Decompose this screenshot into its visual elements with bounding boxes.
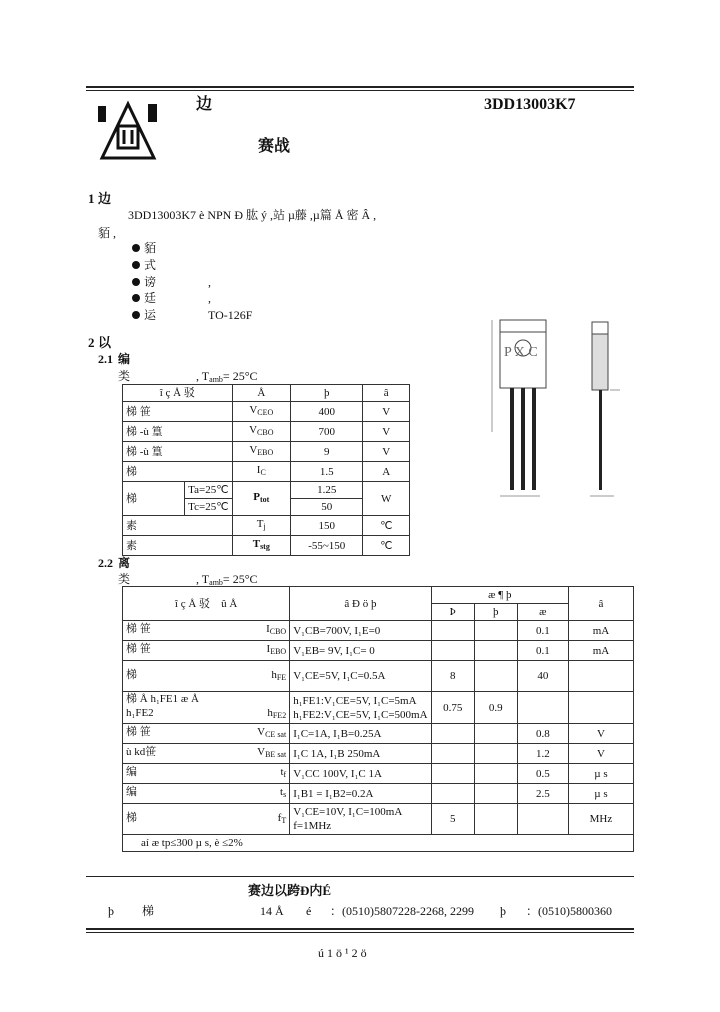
table-row [123,784,634,804]
t1-temp-sym: $T_j$ [232,516,290,536]
t2-header-unit: â [568,587,633,621]
t1-unit: V [363,442,410,462]
t2-min [431,764,474,784]
t2-max [517,804,568,835]
table-row [123,422,410,442]
footer-rule-thin [86,932,634,933]
t2-max: 2.5 [517,784,568,804]
section21-cond-prefix: 类 [118,369,131,383]
bullet-5 [132,311,140,319]
t2-typ [474,784,517,804]
footer-address: 梯 [142,904,155,918]
table2-header-row [123,587,634,604]
t2-max: 0.5 [517,764,568,784]
section21-number: 2.1 [98,352,113,366]
t1-sym: $I_C$ [232,462,290,482]
t1-temp-val: -55~150 [291,536,363,556]
t2-header-param: î ç Å 驳 û Å [123,587,290,621]
t1-val: 9 [291,442,363,462]
footer-tel: ：(0510)5807228-2268, 2299 [330,904,474,918]
table1-header-row [123,385,410,402]
t2-unit [568,661,633,692]
t1-ptot-val2: 50 [291,499,363,516]
t1-sym: $V_{CBO}$ [232,422,290,442]
table-row [123,764,634,784]
t2-cond: V₁CE=10V, I₁C=100mA f=1MHz [290,804,432,835]
t2-min: 8 [431,661,474,692]
t2-max: 0.1 [517,641,568,661]
part-number-title: 3DD13003K7 [484,96,576,113]
t1-sym: $V_{CEO}$ [232,402,290,422]
section2-number: 2 [88,335,95,350]
t2-header-cond: â Ð ö þ [290,587,432,621]
t2-typ [474,804,517,835]
t2-footnote: aí æ tp≤300 µ s, è ≤2% [123,835,634,852]
t1-ptot-cond2: Tc=25℃ [185,499,232,516]
t2-param: 梯 笹 $I_{CBO}$ [123,621,290,641]
table-row [123,516,410,536]
footer-block: 14 Å [260,904,284,918]
footer-tel-label: é [306,904,312,918]
t1-ptot-name: 梯 [123,482,185,516]
t1-name: 梯 笹 [123,402,233,422]
t2-unit: mA [568,641,633,661]
t1-val: 1.5 [291,462,363,482]
feature-3-label: 谤 [144,275,157,289]
footer-fax: ：(0510)5800360 [526,904,612,918]
t2-cond: I₁B1 = I₁B2=0.2A [290,784,432,804]
t2-min: 0.75 [431,692,474,724]
table-row [123,482,410,499]
t2-param: 编 $t_s$ [123,784,290,804]
t2-header-spec: æ ¶ þ [431,587,568,604]
footer-address-label: þ [108,904,114,918]
table-row [123,462,410,482]
company-logo [98,100,158,162]
t2-header-min: Þ [431,604,474,621]
t2-cond: V₁CB=700V, I₁E=0 [290,621,432,641]
t2-unit: µ s [568,784,633,804]
feature-4-value: , [208,291,211,305]
package-drawing [478,312,628,508]
feature-1-label: 貊 [144,241,157,255]
t2-min: 5 [431,804,474,835]
table-row [123,536,410,556]
table-row [123,804,634,835]
t2-unit: mA [568,621,633,641]
t2-unit: V [568,724,633,744]
t2-cond: I₁C=1A, I₁B=0.25A [290,724,432,744]
document-subtitle: 赛战 [258,138,291,155]
feature-3-value: , [208,275,211,289]
top-rule-thin [86,90,634,91]
t2-cond: V₁CE=5V, I₁C=0.5A [290,661,432,692]
t2-typ [474,621,517,641]
t1-temp-name: 素 [123,536,233,556]
section22-condition: , $T_{amb}= 25^\circ C$ [196,572,258,587]
t2-typ [474,744,517,764]
t1-val: 400 [291,402,363,422]
t2-header-typ: þ [474,604,517,621]
t2-param: 梯 笹 $I_{EBO}$ [123,641,290,661]
t2-cond: I₁C 1A, I₁B 250mA [290,744,432,764]
t2-unit: V [568,744,633,764]
t2-min [431,724,474,744]
t2-min [431,784,474,804]
t2-max: 0.8 [517,724,568,744]
t2-header-max: æ [517,604,568,621]
t2-min [431,641,474,661]
page-number: ú 1 ö ¹ 2 ö [318,946,367,960]
footer-fax-label: þ [500,904,506,918]
t2-typ: 0.9 [474,692,517,724]
t1-sym: $V_{EBO}$ [232,442,290,462]
section21-condition: , $T_{amb}= 25^\circ C$ [196,369,258,384]
electrical-characteristics-table [122,586,634,852]
table-row [123,641,634,661]
t2-typ [474,764,517,784]
section2-heading: 以 [98,335,112,350]
bullet-1 [132,244,140,252]
t1-temp-unit: ℃ [363,516,410,536]
t2-param: 梯 Å h₁FE1 æ Å h₁FE2 $h_{FE2}$ [123,692,290,724]
t2-cond: h₁FE1:V₁CE=5V, I₁C=5mA h₁FE2:V₁CE=5V, I₁C=500mA [290,692,432,724]
section1-heading: 边 [98,191,112,206]
t1-val: 700 [291,422,363,442]
feature-4-label: 廷 [144,291,157,305]
t2-min [431,621,474,641]
t1-ptot-unit: W [363,482,410,516]
t2-max: 1.2 [517,744,568,764]
t2-max: 40 [517,661,568,692]
t2-typ [474,724,517,744]
top-rule-thick [86,86,634,88]
absolute-ratings-table [122,384,410,556]
t1-name: 梯 -ù 篁 [123,442,233,462]
table-row [123,661,634,692]
t2-max [517,692,568,724]
t2-param: 梯 $h_{FE}$ [123,661,290,692]
svg-text:P X C: P X C [504,345,538,360]
table1-header-val: þ [291,385,363,402]
t1-temp-unit: ℃ [363,536,410,556]
t2-param: 梯 $f_T$ [123,804,290,835]
section22-cond-prefix: 类 [118,572,131,586]
section1-intro-2: 貊 , [98,226,117,240]
t1-ptot-val1: 1.25 [291,482,363,499]
t1-unit: V [363,422,410,442]
t1-ptot-cond1: Ta=25℃ [185,482,232,499]
bullet-3 [132,278,140,286]
t2-param: 编 $t_f$ [123,764,290,784]
t1-name: 梯 -ù 篁 [123,422,233,442]
table-row [123,621,634,641]
table1-header-unit: â [363,385,410,402]
table-row [123,724,634,744]
t2-cond: V₁EB= 9V, I₁C= 0 [290,641,432,661]
t2-typ [474,641,517,661]
feature-5-value: TO-126F [208,308,253,322]
section1-intro: 3DD13003K7 è NPN Ð 肱 ý ,站 µ藤 ,µ篇 Å 密 Â , [128,208,377,222]
t1-unit: V [363,402,410,422]
t2-unit: MHz [568,804,633,835]
table-row [123,692,634,724]
feature-5-label: 运 [144,308,157,322]
t2-max: 0.1 [517,621,568,641]
company-name-header: 边 [196,96,213,113]
table-row [123,442,410,462]
t2-param: ù kd笹 $V_{BE sat}$ [123,744,290,764]
table1-header-sym: Å [232,385,290,402]
footer-rule-thick [86,928,634,930]
footer-rule-top [86,876,634,877]
t1-ptot-sym: $P_{tot}$ [232,482,290,516]
t1-name: 梯 [123,462,233,482]
t1-temp-name: 素 [123,516,233,536]
t2-unit: µ s [568,764,633,784]
t2-param: 梯 笹 $V_{CE sat}$ [123,724,290,744]
t2-unit [568,692,633,724]
feature-2-label: 式 [144,258,157,272]
table1-header-param: î ç Å 驳 [123,385,233,402]
table2-footnote-row [123,835,634,852]
t2-cond: V₁CC 100V, I₁C 1A [290,764,432,784]
section22-heading: 离 [118,556,131,570]
section1-number: 1 [88,191,95,206]
t1-unit: A [363,462,410,482]
t2-min [431,744,474,764]
t1-temp-val: 150 [291,516,363,536]
table-row [123,744,634,764]
t2-typ [474,661,517,692]
section21-heading: 编 [118,352,131,366]
bullet-2 [132,261,140,269]
section22-number: 2.2 [98,556,113,570]
footer-company: 赛边以跨Ð内É [248,883,332,898]
bullet-4 [132,294,140,302]
table-row [123,402,410,422]
t1-temp-sym: $T_{stg}$ [232,536,290,556]
